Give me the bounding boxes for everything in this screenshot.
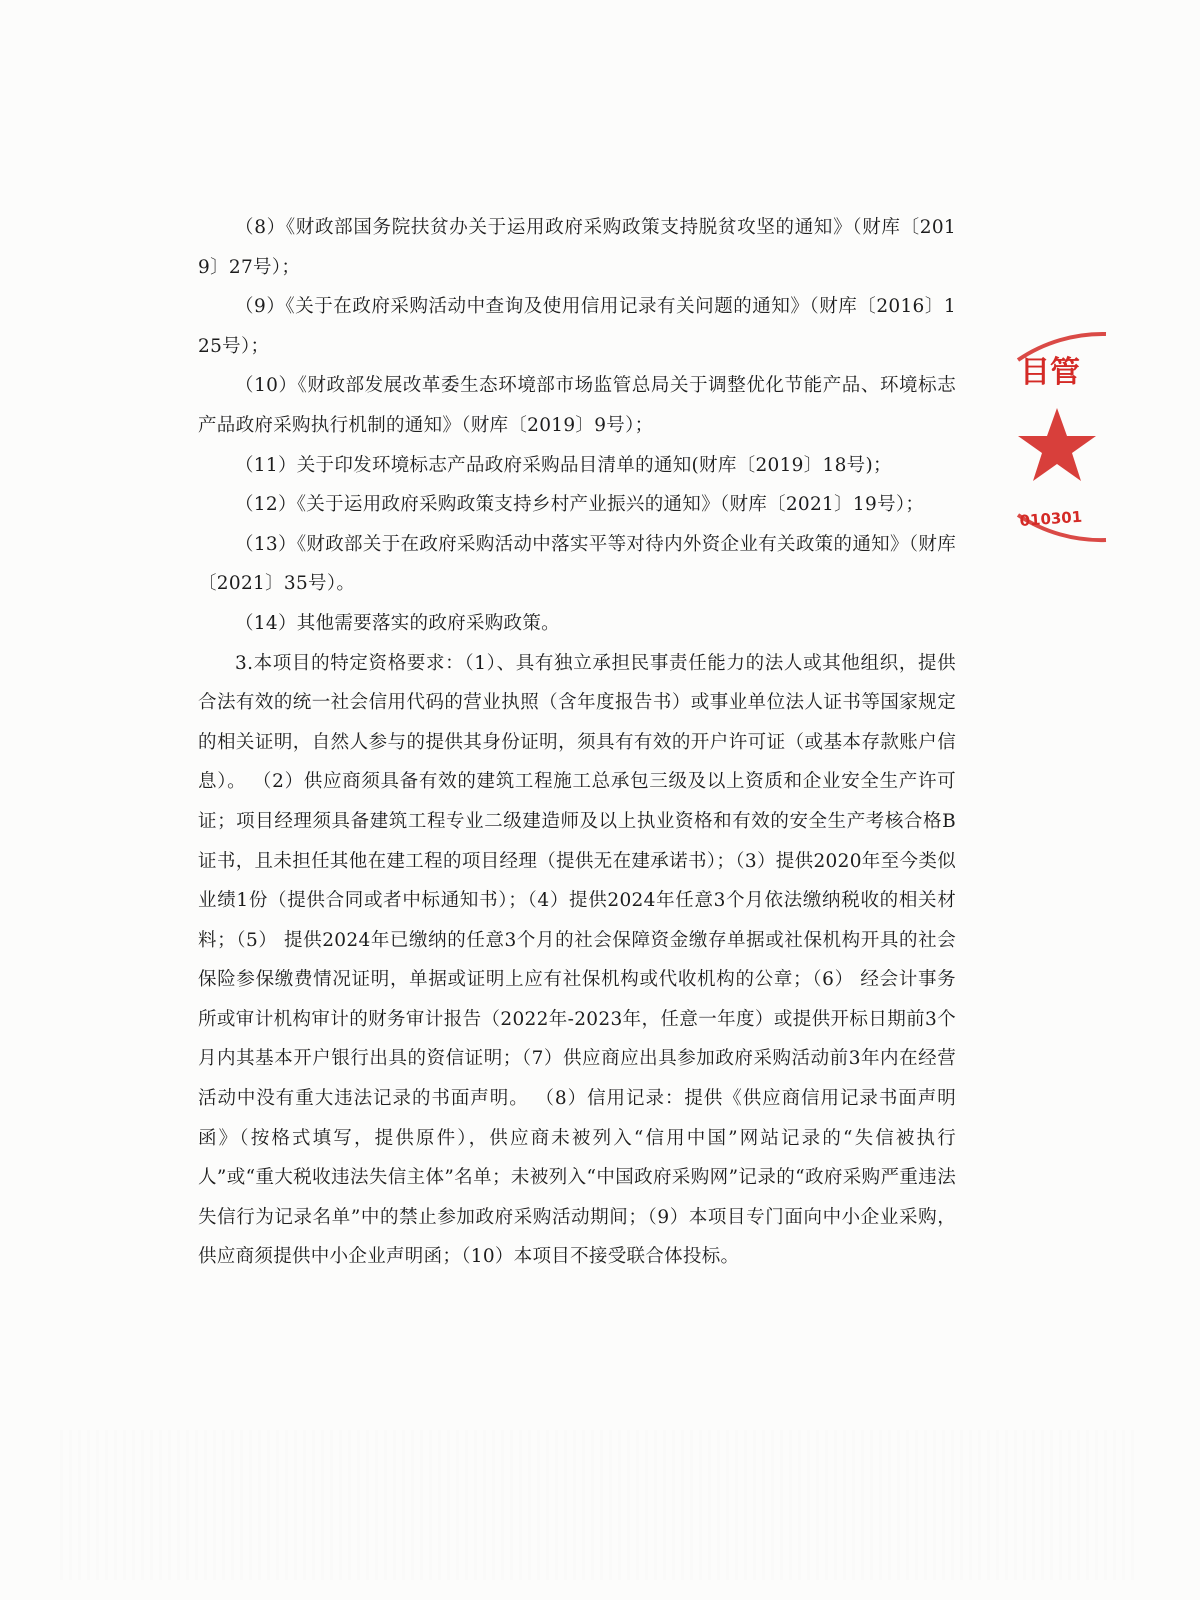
- policy-item-9: （9）《关于在政府采购活动中查询及使用信用记录有关问题的通知》（财库〔2016〕125号）；: [198, 296, 956, 357]
- policy-item-12: （12）《关于运用政府采购政策支持乡村产业振兴的通知》（财库〔2021〕19号）；: [235, 494, 925, 516]
- document-body: [198, 208, 956, 1277]
- policy-item-11: （11）关于印发环境标志产品政府采购品目清单的通知(财库〔2019〕18号)；: [235, 454, 892, 476]
- seal-graphic: [1010, 330, 1110, 560]
- policy-item-13: （13）《财政部关于在政府采购活动中落实平等对待内外资企业有关政策的通知》（财库〔2021〕35号）。: [198, 533, 956, 595]
- seal-star-icon: [1018, 408, 1096, 481]
- scan-texture: [60, 1430, 1140, 1580]
- policy-item-14: （14）其他需要落实的政府采购政策。: [235, 612, 560, 634]
- policy-item-8: （8）《财政部国务院扶贫办关于运用政府采购政策支持脱贫攻坚的通知》（财库〔2019〕27号）；: [198, 217, 956, 278]
- seal-number: 010301: [1019, 507, 1083, 530]
- seal-text-top: 目管: [1020, 355, 1080, 390]
- qualification-requirements: 3.本项目的特定资格要求：（1）、具有独立承担民事责任能力的法人或其他组织，提供合法有效的统一社会信用代码的营业执照（含年度报告书）或事业单位法人证书等国家规定的相关证明，自然人参与的提供其身份证明，须具有有效的开户许可证（或基本存款账户信息）。 （2）供应商须具备有效的建筑工程施工总承包三级及以上资质和企业安全生产许可证；项目经理须具备建筑工程专业二级建造师及以上执业资格和有效的安全生产考核合格B证书，且未担任其他在建工程的项目经理（提供无在建承诺书）；（3）提供2020年至今类似业绩1份（提供合同或者中标通知书）；（4）提供2024年任意3个月依法缴纳税收的相关材料；（5） 提供2024年已缴纳的任意3个月的社会保障资金缴存单据或社保机构开具的社会保险参保缴费情况证明，单据或证明上应有社保机构或代收机构的公章；（6） 经会计事务所或审计机构审计的财务审计报告（2022年-2023年，任意一年度）或提供开标日期前3个月内其基本开户银行出具的资信证明；（7）供应商应出具参加政府采购活动前3年内在经营活动中没有重大违法记录的书面声明。 （8）信用记录：提供《供应商信用记录书面声明函》（按格式填写，提供原件），供应商未被列入“信用中国”网站记录的“失信被执行人”或“重大税收违法失信主体”名单；未被列入“中国政府采购网”记录的“政府采购严重违法失信行为记录名单”中的禁止参加政府采购活动期间；（9）本项目专门面向中小企业采购，供应商须提供中小企业声明函；（10）本项目不接受联合体投标。: [198, 652, 956, 1268]
- policy-item-10: （10）《财政部发展改革委生态环境部市场监管总局关于调整优化节能产品、环境标志产品政府采购执行机制的通知》（财库〔2019〕9号）；: [198, 375, 956, 436]
- official-seal-fragment: [1010, 330, 1110, 560]
